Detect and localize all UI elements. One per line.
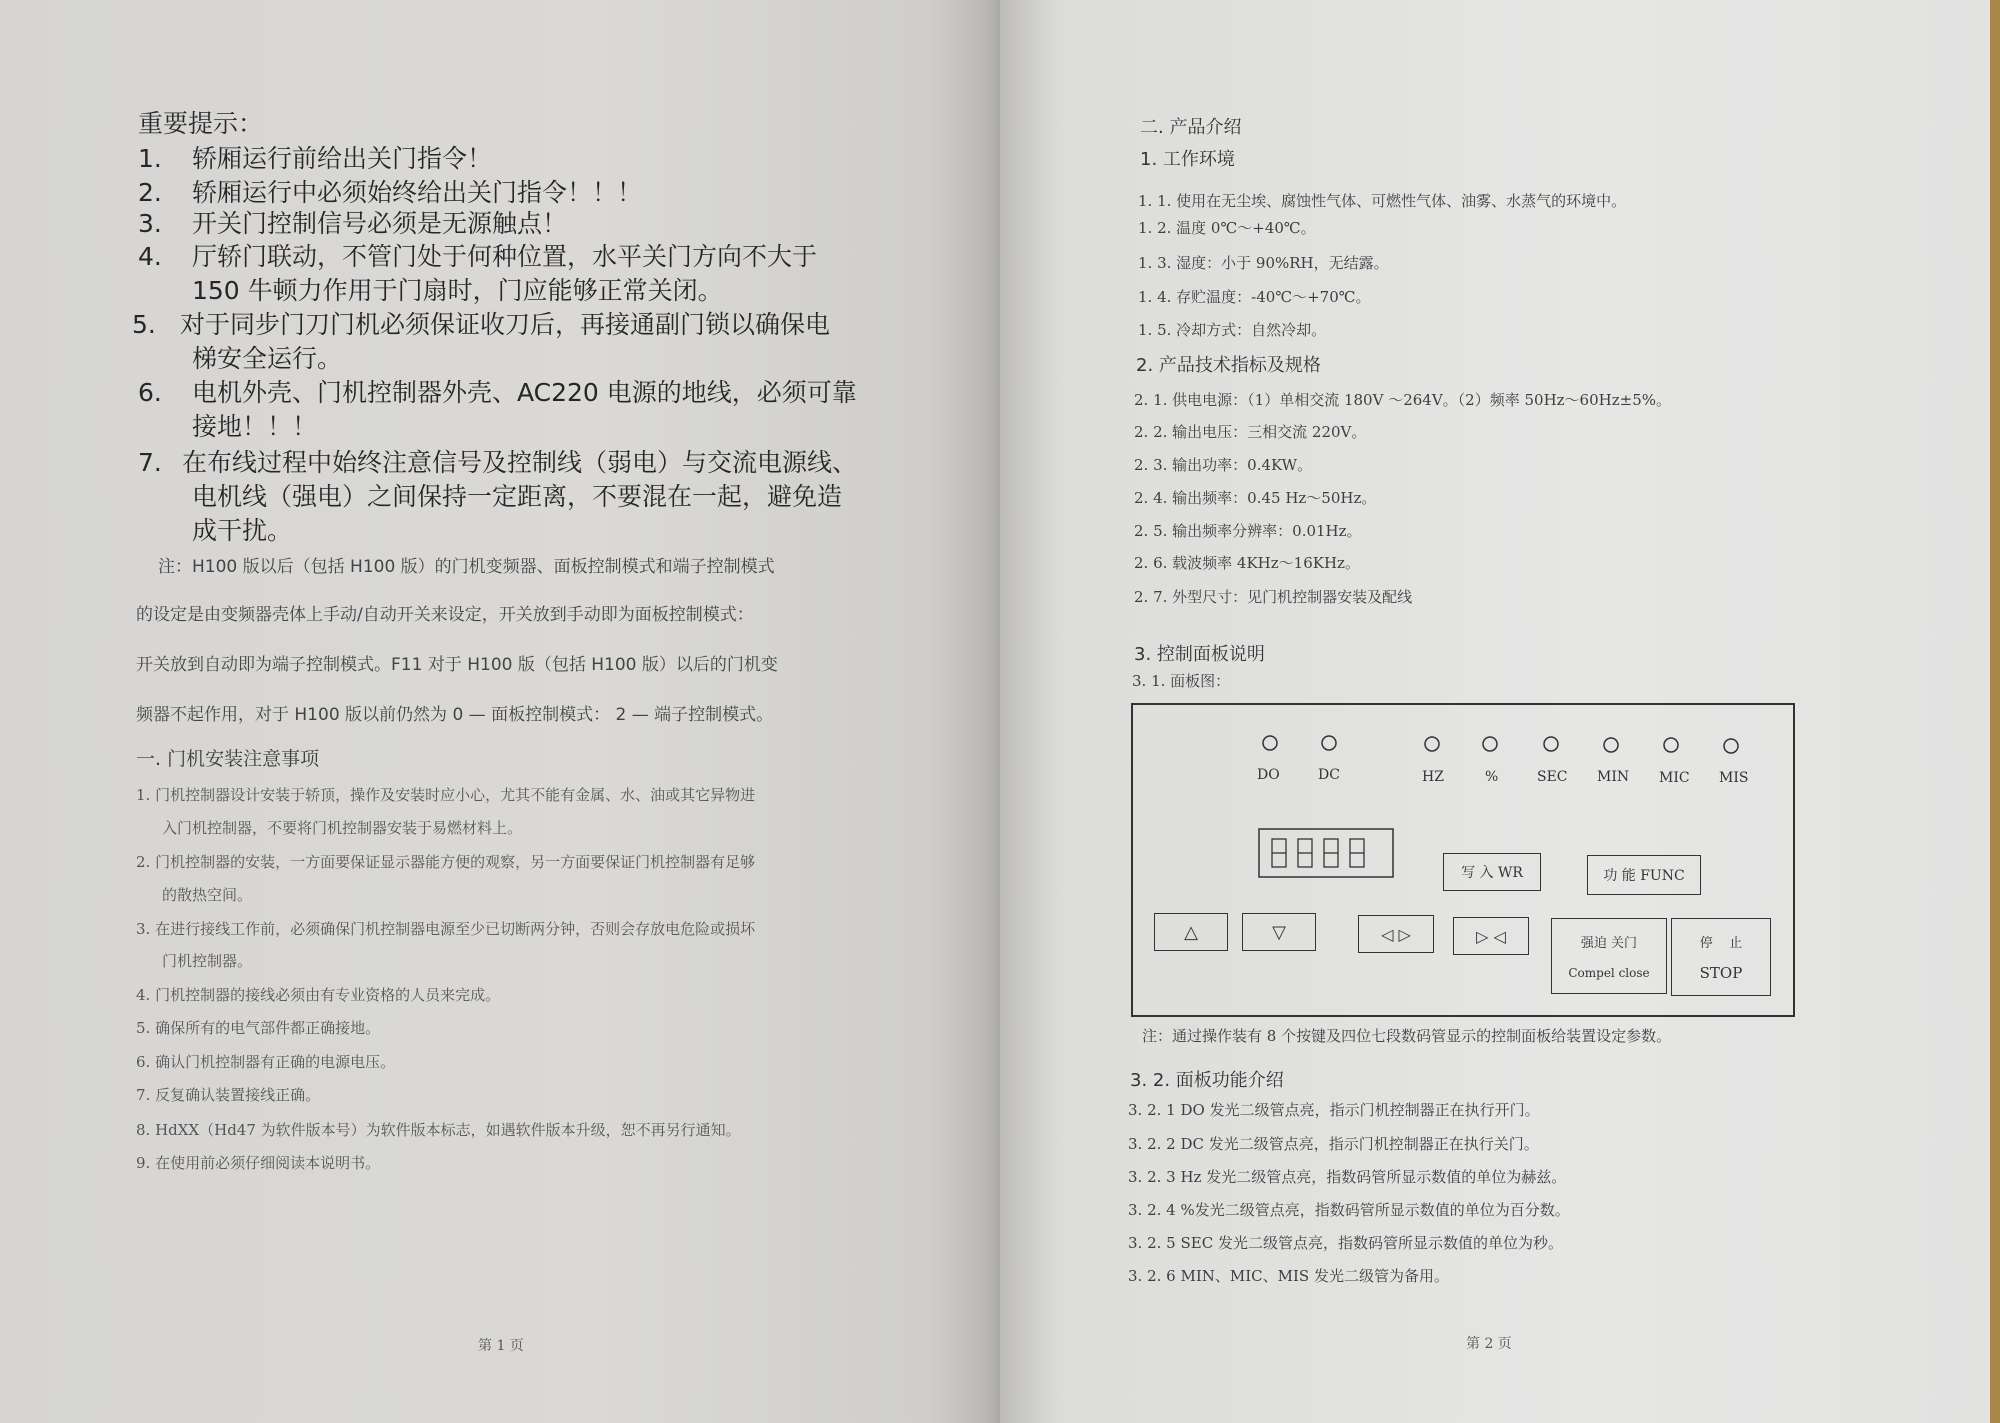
env-item: 1. 3. 湿度：小于 90%RH，无结露。	[1138, 254, 1389, 272]
led-label-percent: %	[1485, 769, 1499, 785]
hint-item: 6. 电机外壳、门机控制器外壳、AC220 电源的地线，必须可靠 接地！！！	[138, 378, 857, 441]
func-item: 3. 2. 6 MIN、MIC、MIS 发光二级管为备用。	[1128, 1267, 1449, 1285]
note-line: 的设定是由变频器壳体上手动/自动开关来设定，开关放到手动即为面板控制模式：	[136, 605, 754, 625]
right-page	[1000, 0, 1990, 1423]
led-mis	[1724, 739, 1738, 753]
led-label-mic: MIC	[1659, 770, 1690, 786]
install-item: 1. 门机控制器设计安装于轿顶，操作及安装时应小心，尤其不能有金属、水、油或其它异物进	[136, 786, 756, 804]
panel-func-title: 3. 2. 面板功能介绍	[1130, 1070, 1284, 1091]
spec-item: 2. 6. 载波频率 4KHz～16KHz。	[1134, 554, 1360, 572]
spec-title: 2. 产品技术指标及规格	[1136, 355, 1321, 376]
up-button[interactable]: △	[1154, 913, 1228, 951]
panel-subtitle: 3. 1. 面板图：	[1132, 672, 1231, 690]
page-number: 第 1 页	[478, 1338, 524, 1354]
control-panel-diagram	[1131, 703, 1795, 1017]
spec-item: 2. 1. 供电电源：（1）单相交流 180V ～264V。（2）频率 50Hz～60Hz±5%。	[1134, 391, 1671, 409]
stop-button[interactable]	[1671, 918, 1771, 996]
spec-item: 2. 5. 输出频率分辨率：0.01Hz。	[1134, 522, 1362, 540]
install-item: 3. 在进行接线工作前，必须确保门机控制器电源至少已切断两分钟，否则会存放电危险或损坏	[136, 920, 756, 938]
env-item: 1. 5. 冷却方式：自然冷却。	[1138, 321, 1327, 339]
led-dc	[1322, 736, 1336, 750]
spec-item: 2. 4. 输出频率：0.45 Hz～50Hz。	[1134, 489, 1377, 507]
func-item: 3. 2. 5 SEC 发光二级管点亮，指数码管所显示数值的单位为秒。	[1128, 1234, 1563, 1252]
hint-item: 3. 开关门控制信号必须是无源触点！	[138, 209, 568, 238]
important-notice-title: 重要提示：	[138, 109, 264, 138]
chapter-title: 二. 产品介绍	[1140, 117, 1242, 138]
page-number: 第 2 页	[1466, 1336, 1512, 1352]
env-title: 1. 工作环境	[1140, 149, 1235, 170]
shift-right-button[interactable]: ▷ ◁	[1453, 917, 1529, 955]
hint-item: 1. 轿厢运行前给出关门指令！	[138, 144, 493, 173]
led-label-mis: MIS	[1719, 770, 1749, 786]
note-line: 开关放到自动即为端子控制模式。F11 对于 H100 版（包括 H100 版）以后的门机变	[136, 655, 778, 675]
spec-item: 2. 2. 输出电压：三相交流 220V。	[1134, 423, 1367, 441]
func-button[interactable]: 功 能 FUNC	[1587, 855, 1701, 895]
install-item: 4. 门机控制器的接线必须由有专业资格的人员来完成。	[136, 986, 501, 1004]
env-item: 1. 1. 使用在无尘埃、腐蚀性气体、可燃性气体、油雾、水蒸气的环境中。	[1138, 192, 1627, 210]
led-label-hz: HZ	[1422, 769, 1444, 785]
install-item-cont: 入门机控制器，不要将门机控制器安装于易燃材料上。	[162, 819, 523, 837]
led-min	[1604, 738, 1618, 752]
install-item-cont: 的散热空间。	[162, 886, 253, 904]
spec-item: 2. 7. 外型尺寸：见门机控制器安装及配线	[1134, 588, 1413, 606]
func-item: 3. 2. 3 Hz 发光二级管点亮，指数码管所显示数值的单位为赫兹。	[1128, 1168, 1567, 1186]
panel-note: 注：通过操作装有 8 个按键及四位七段数码管显示的控制面板给装置设定参数。	[1142, 1027, 1672, 1045]
write-button[interactable]: 写 入 WR	[1443, 853, 1541, 891]
func-item: 3. 2. 4 %发光二级管点亮，指数码管所显示数值的单位为百分数。	[1128, 1201, 1570, 1219]
down-button[interactable]: ▽	[1242, 913, 1316, 951]
install-item: 5. 确保所有的电气部件都正确接地。	[136, 1019, 381, 1037]
install-item-cont: 门机控制器。	[162, 952, 253, 970]
env-item: 1. 4. 存贮温度：-40℃～+70℃。	[1138, 288, 1371, 306]
install-item: 2. 门机控制器的安装，一方面要保证显示器能方便的观察，另一方面要保证门机控制器有足够	[136, 853, 756, 871]
install-item: 8. HdXX（Hd47 为软件版本号）为软件版本标志，如遇软件版本升级，恕不再另行通知。	[136, 1121, 741, 1139]
func-item: 3. 2. 1 DO 发光二级管点亮，指示门机控制器正在执行开门。	[1128, 1101, 1540, 1119]
hint-item: 7. 在布线过程中始终注意信号及控制线（弱电）与交流电源线、 电机线（强电）之间保持一定距离，不要混在一起，避免造 成干扰。	[138, 448, 858, 545]
led-mic	[1664, 738, 1678, 752]
install-item: 9. 在使用前必须仔细阅读本说明书。	[136, 1154, 381, 1172]
note-line: 注：H100 版以后（包括 H100 版）的门机变频器、面板控制模式和端子控制模式	[158, 557, 775, 577]
shift-left-button[interactable]: ◁ ▷	[1358, 915, 1434, 953]
stop-cn-label: 停 止	[1699, 935, 1743, 951]
led-hz	[1425, 737, 1439, 751]
func-item: 3. 2. 2 DC 发光二级管点亮，指示门机控制器正在执行关门。	[1128, 1135, 1539, 1153]
note-line: 频器不起作用，对于 H100 版以前仍然为 0 — 面板控制模式： 2 — 端子控制模式。	[136, 705, 774, 725]
compel-cn-label: 强迫 关门	[1580, 936, 1638, 952]
led-label-sec: SEC	[1537, 769, 1568, 785]
hint-item: 5. 对于同步门刀门机必须保证收刀后，再接通副门锁以确保电 梯安全运行。	[132, 310, 831, 373]
led-label-min: MIN	[1597, 769, 1630, 785]
led-label-do: DO	[1257, 767, 1280, 783]
hint-item: 4. 厅轿门联动，不管门处于何种位置，水平关门方向不大于 150 牛顿力作用于门扇时，门应能够正常关闭。	[138, 242, 818, 305]
env-item: 1. 2. 温度 0℃～+40℃。	[1138, 219, 1316, 237]
hint-item: 2. 轿厢运行中必须始终给出关门指令！！！	[138, 178, 643, 207]
spec-item: 2. 3. 输出功率：0.4KW。	[1134, 456, 1313, 474]
panel-section-title: 3. 控制面板说明	[1134, 644, 1265, 665]
install-section-title: 一. 门机安装注意事项	[136, 748, 320, 770]
led-sec	[1544, 737, 1558, 751]
install-item: 7. 反复确认装置接线正确。	[136, 1086, 321, 1104]
digit	[1272, 839, 1364, 867]
compel-en-label: Compel close	[1568, 965, 1650, 980]
led-label-dc: DC	[1318, 767, 1340, 783]
stop-en-label: STOP	[1699, 964, 1743, 983]
led-percent	[1483, 737, 1497, 751]
install-item: 6. 确认门机控制器有正确的电源电压。	[136, 1053, 396, 1071]
compel-close-button[interactable]	[1551, 918, 1667, 994]
led-do	[1263, 736, 1277, 750]
